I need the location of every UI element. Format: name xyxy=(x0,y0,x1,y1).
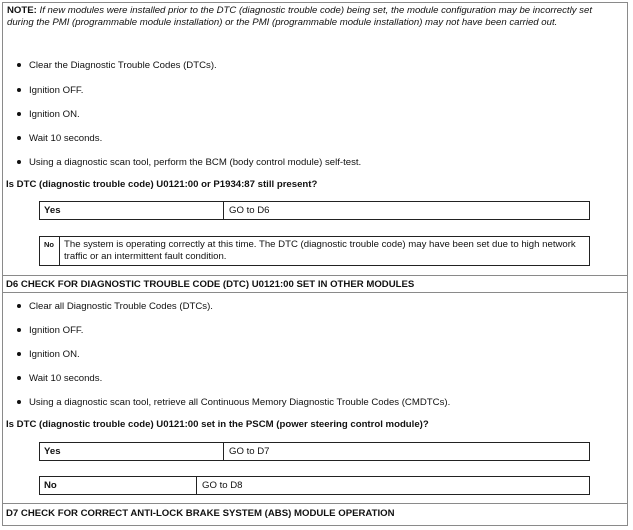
yes-label: Yes xyxy=(44,446,61,457)
note-paragraph xyxy=(7,5,621,29)
bullet-text: Using a diagnostic scan tool, perform the BCM (body control module) self-test. xyxy=(29,157,362,168)
column-divider xyxy=(223,202,224,219)
bullet-dot-icon xyxy=(17,400,21,404)
no-label: No xyxy=(44,480,57,491)
column-divider xyxy=(223,443,224,460)
bullet-dot-icon xyxy=(17,376,21,380)
d5-no-row xyxy=(39,236,590,266)
bullet-text: Using a diagnostic scan tool, retrieve all Continuous Memory Diagnostic Trouble Codes (CMDTCs). xyxy=(29,397,451,408)
bullet-text: Ignition OFF. xyxy=(29,325,84,336)
bullet-dot-icon xyxy=(17,112,21,116)
bullet-text: Wait 10 seconds. xyxy=(29,373,103,384)
column-divider xyxy=(196,477,197,494)
section-divider xyxy=(3,292,627,293)
bullet-text: Wait 10 seconds. xyxy=(29,133,103,144)
no-action: The system is operating correctly at this time. The DTC (diagnostic trouble code) may have been set due to high network traffic or an intermittent fault condition. xyxy=(64,239,576,262)
yes-action: GO to D6 xyxy=(229,205,270,216)
bullet-dot-icon xyxy=(17,160,21,164)
d6-yes-row xyxy=(39,442,590,461)
note-text: If new modules were installed prior to the DTC (diagnostic trouble code) being set, the module configuration may be incorrectly set during the PMI (programmable module installation) or the PMI (programmable module installation) may not have been carried out. xyxy=(7,5,592,28)
bullet-dot-icon xyxy=(17,304,21,308)
diagnostic-document xyxy=(2,2,628,526)
bullet-dot-icon xyxy=(17,88,21,92)
bullet-dot-icon xyxy=(17,136,21,140)
no-action: GO to D8 xyxy=(202,480,243,491)
bullet-text: Clear all Diagnostic Trouble Codes (DTCs). xyxy=(29,301,213,312)
section-divider xyxy=(3,503,627,504)
bullet-dot-icon xyxy=(17,328,21,332)
d5-question: Is DTC (diagnostic trouble code) U0121:00 or P1934:87 still present? xyxy=(6,179,318,190)
bullet-dot-icon xyxy=(17,352,21,356)
yes-label: Yes xyxy=(44,205,61,216)
bullet-text: Ignition ON. xyxy=(29,349,80,360)
section-divider xyxy=(3,275,627,276)
d5-yes-row xyxy=(39,201,590,220)
yes-action: GO to D7 xyxy=(229,446,270,457)
bullet-dot-icon xyxy=(17,63,21,67)
d6-heading: D6 CHECK FOR DIAGNOSTIC TROUBLE CODE (DTC) U0121:00 SET IN OTHER MODULES xyxy=(6,279,415,290)
bullet-text: Ignition OFF. xyxy=(29,85,84,96)
d6-question: Is DTC (diagnostic trouble code) U0121:00 set in the PSCM (power steering control module)? xyxy=(6,419,429,430)
bullet-text: Clear the Diagnostic Trouble Codes (DTCs). xyxy=(29,60,217,71)
column-divider xyxy=(59,237,60,265)
d7-heading: D7 CHECK FOR CORRECT ANTI-LOCK BRAKE SYSTEM (ABS) MODULE OPERATION xyxy=(6,508,395,519)
bullet-text: Ignition ON. xyxy=(29,109,80,120)
no-label: No xyxy=(44,240,54,249)
note-label: NOTE: xyxy=(7,5,37,16)
d6-no-row xyxy=(39,476,590,495)
